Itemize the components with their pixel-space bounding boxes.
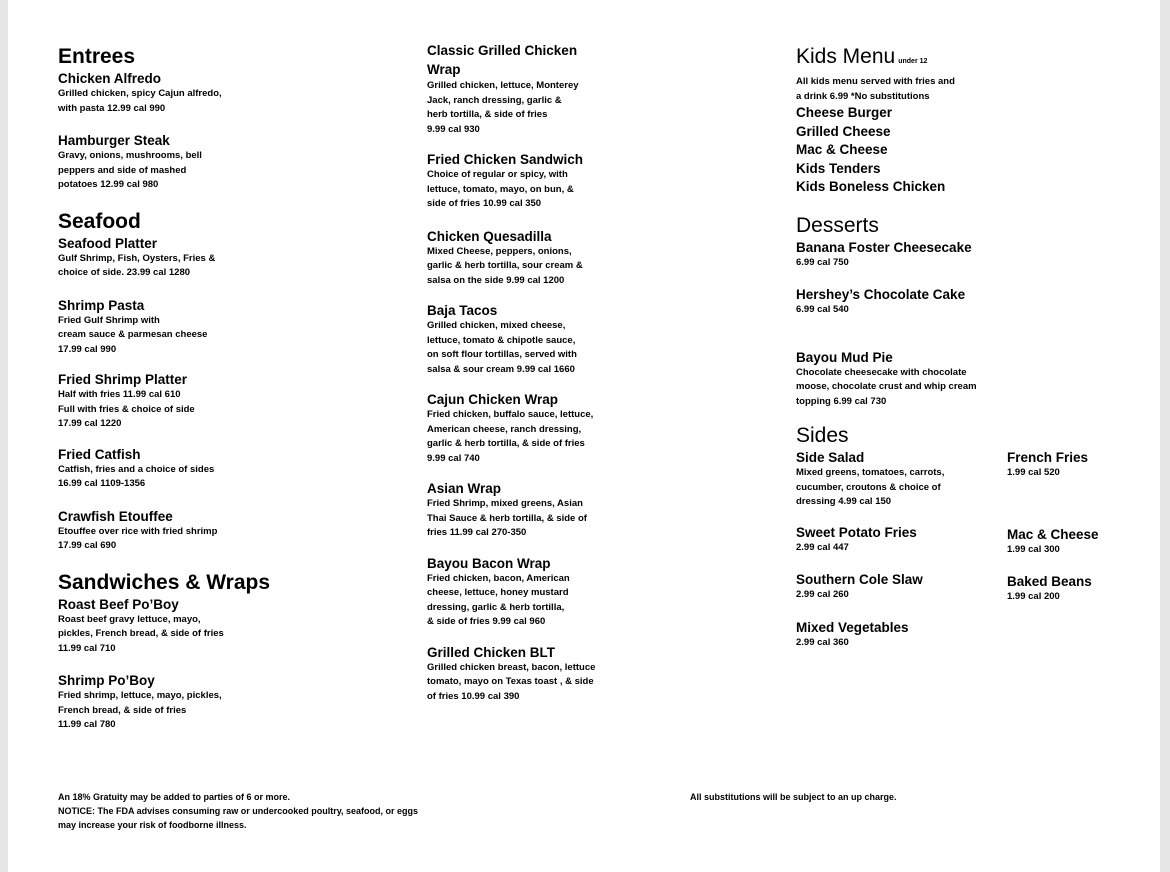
item-desc: 9.99 cal 740 [427,452,480,464]
item-desc: 6.99 cal 540 [796,304,849,316]
kids-item: Kids Tenders [796,160,881,176]
item-desc: Jack, ranch dressing, garlic & [427,94,562,106]
item-desc: dressing, garlic & herb tortilla, [427,601,565,613]
item-desc: salsa on the side 9.99 cal 1200 [427,274,565,286]
menu-item [58,297,388,358]
kids-item: Kids Boneless Chicken [796,179,946,195]
item-desc: Half with fries 11.99 cal 610 [58,389,181,400]
item-desc: fries 11.99 cal 270-350 [427,527,527,538]
item-desc: Roast beef gravy lettuce, mayo, [58,613,201,625]
item-desc: pickles, French bread, & side of fries [58,628,224,639]
item-name: Grilled Chicken BLT [427,644,556,660]
item-name: Baked Beans [1007,574,1092,590]
item-desc: Fried chicken, buffalo sauce, lettuce, [427,409,594,420]
item-name-line2: Wrap [427,62,461,77]
menu-item [427,391,727,466]
item-desc: of fries 10.99 cal 390 [427,690,520,702]
side-item [796,449,1001,510]
item-desc: Fried Shrimp, mixed greens, Asian [427,498,583,509]
footer-notice [58,790,518,832]
item-desc: garlic & herb tortilla, sour cream & [427,260,583,271]
left-column [58,44,388,733]
item-desc: 16.99 cal 1109-1356 [58,478,146,489]
item-desc: cream sauce & parmesan cheese [58,329,208,340]
menu-item [796,286,1136,318]
menu-item [58,235,388,281]
entrees-heading: Entrees [58,45,136,68]
item-desc: potatoes 12.99 cal 980 [58,179,159,190]
side-item [1007,573,1132,605]
item-desc: 17.99 cal 690 [58,540,117,551]
item-desc: Etouffee over rice with fried shrimp [58,525,218,537]
kids-intro: All kids menu served with fries and [796,76,955,87]
item-desc: lettuce, tomato & chipotle sauce, [427,334,576,346]
menu-item [796,239,1136,271]
item-name: Hamburger Steak [58,133,170,148]
item-name: Shrimp Po’Boy [58,673,155,688]
item-name: Mac & Cheese [1007,526,1099,542]
item-name: Mixed Vegetables [796,619,909,635]
kids-intro: a drink 6.99 *No substitutions [796,90,930,102]
item-desc: Grilled chicken, spicy Cajun alfredo, [58,88,222,99]
item-desc: salsa & sour cream 9.99 cal 1660 [427,363,575,375]
menu-item [58,508,388,554]
item-desc: Gravy, onions, mushrooms, bell [58,150,202,161]
menu-item [796,349,1136,410]
item-desc: moose, chocolate crust and whip cream [796,381,977,393]
item-desc: 6.99 cal 750 [796,256,849,268]
menu-item [427,644,727,705]
item-desc: Catfish, fries and a choice of sides [58,463,215,475]
menu-item [58,672,388,733]
item-desc: 17.99 cal 1220 [58,418,122,429]
item-desc: Thai Sauce & herb tortilla, & side of [427,512,587,524]
item-desc: Mixed greens, tomatoes, carrots, [796,467,945,479]
item-desc: 2.99 cal 260 [796,589,849,601]
kids-menu-heading [796,44,1136,75]
item-name: Southern Cole Slaw [796,572,923,588]
side-item [796,619,1001,651]
item-desc: & side of fries 9.99 cal 960 [427,616,546,627]
item-name: Classic Grilled Chicken [427,43,578,58]
item-name: Fried Chicken Sandwich [427,152,584,167]
item-name: Chicken Quesadilla [427,228,552,244]
item-name: Shrimp Pasta [58,297,145,313]
item-name: Cajun Chicken Wrap [427,392,559,407]
side-item [796,571,1001,603]
item-name: Chicken Alfredo [58,71,162,86]
item-desc: Grilled chicken breast, bacon, lettuce [427,661,596,673]
item-desc: choice of side. 23.99 cal 1280 [58,267,191,278]
item-desc: 11.99 cal 780 [58,719,116,730]
menu-item [58,132,388,193]
menu-item [58,446,388,492]
kids-item: Mac & Cheese [796,142,888,158]
item-desc: herb tortilla, & side of fries [427,109,548,120]
item-name: Baja Tacos [427,303,498,318]
item-desc: 2.99 cal 360 [796,636,849,648]
item-name: Bayou Mud Pie [796,349,893,365]
item-desc: Fried Gulf Shrimp with [58,314,160,326]
sandwiches-heading: Sandwiches & Wraps [58,570,271,594]
item-name: Crawfish Etouffee [58,508,173,524]
gratuity-notice: An 18% Gratuity may be added to parties of 6 or more. [58,792,291,802]
item-desc: on soft flour tortillas, served with [427,349,577,360]
item-desc: 9.99 cal 930 [427,123,480,135]
kids-menu-title: Kids Menu [796,45,896,68]
item-desc: Chocolate cheesecake with chocolate [796,366,967,378]
item-desc: Choice of regular or spicy, with [427,169,568,180]
item-name: Side Salad [796,450,865,466]
item-desc: cucumber, croutons & choice of [796,481,941,493]
sides-grid [796,449,1136,669]
sides-right [1007,449,1132,605]
item-desc: lettuce, tomato, mayo, on bun, & [427,183,574,195]
item-desc: dressing 4.99 cal 150 [796,496,892,508]
item-desc: American cheese, ranch dressing, [427,423,582,435]
side-item [796,524,1001,556]
item-desc: Mixed Cheese, peppers, onions, [427,245,572,257]
item-name: French Fries [1007,450,1089,466]
item-desc: with pasta 12.99 cal 990 [58,102,166,114]
item-name: Bayou Bacon Wrap [427,555,551,571]
item-desc: 1.99 cal 520 [1007,467,1060,479]
item-name: Seafood Platter [58,235,158,251]
item-desc: side of fries 10.99 cal 350 [427,198,542,209]
item-name: Hershey’s Chocolate Cake [796,287,966,303]
item-desc: tomato, mayo on Texas toast , & side [427,676,594,687]
menu-item [427,480,727,541]
item-name: Banana Foster Cheesecake [796,239,972,255]
item-desc: 1.99 cal 200 [1007,591,1060,603]
item-desc: 2.99 cal 447 [796,541,849,553]
item-name: Roast Beef Po’Boy [58,596,179,612]
item-desc: Full with fries & choice of side [58,403,195,415]
item-desc: 1.99 cal 300 [1007,543,1060,555]
menu-item [427,555,727,630]
item-name: Sweet Potato Fries [796,524,917,540]
menu-page [8,0,1160,872]
menu-item [58,596,388,657]
item-name: Fried Shrimp Platter [58,372,188,387]
item-desc: topping 6.99 cal 730 [796,395,887,407]
item-desc: Grilled chicken, lettuce, Monterey [427,80,579,91]
menu-item [58,70,388,116]
fda-notice: NOTICE: The FDA advises consuming raw or undercooked poultry, seafood, or eggs [58,806,419,816]
item-desc: Fried chicken, bacon, American [427,572,570,584]
substitution-notice: All substitutions will be subject to an up charge. [690,792,897,802]
menu-item [427,151,727,212]
item-desc: peppers and side of mashed [58,164,187,176]
item-name: Asian Wrap [427,481,502,496]
item-desc: cheese, lettuce, honey mustard [427,587,569,598]
kids-item: Grilled Cheese [796,123,891,139]
item-desc: Fried shrimp, lettuce, mayo, pickles, [58,690,222,701]
item-desc: 17.99 cal 990 [58,343,117,355]
item-desc: Grilled chicken, mixed cheese, [427,320,566,331]
menu-item [58,371,388,432]
sides-left [796,449,1001,650]
seafood-heading: Seafood [58,209,141,233]
item-desc: garlic & herb tortilla, & side of fries [427,438,585,449]
sides-heading: Sides [796,424,849,448]
desserts-heading: Desserts [796,213,879,237]
side-item [1007,449,1132,481]
fda-notice-cont: may increase your risk of foodborne illness. [58,820,247,830]
item-desc: 11.99 cal 710 [58,642,116,654]
middle-column [427,41,727,704]
kids-item: Cheese Burger [796,105,893,120]
kids-menu-age-note: under 12 [898,58,928,65]
side-item [1007,526,1132,558]
right-column [796,44,1136,669]
item-desc: French bread, & side of fries [58,704,187,716]
menu-item [427,41,727,137]
item-desc: Gulf Shrimp, Fish, Oysters, Fries & [58,252,216,264]
item-name: Fried Catfish [58,446,141,462]
menu-item [427,228,727,289]
menu-item [427,302,727,377]
